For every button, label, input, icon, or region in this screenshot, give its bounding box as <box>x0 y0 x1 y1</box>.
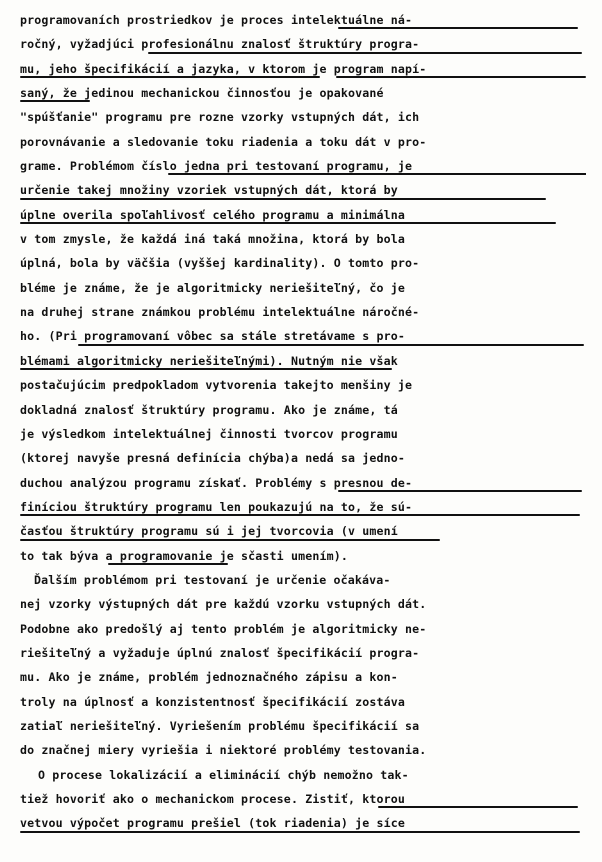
underline-mark <box>20 831 580 833</box>
text-line: úplná, bola by väčšia (vyššej kardinality). O tomto pro- <box>20 256 420 271</box>
text-line: dokladná znalosť štruktúry programu. Ako je známe, tá <box>20 402 398 417</box>
underline-mark <box>20 100 90 102</box>
text-line: "spúšťanie" programu pre rozne vzorky vstupných dát, ich <box>20 110 420 125</box>
underline-mark <box>168 173 586 175</box>
text-line: do značnej miery vyriešia i niektoré problémy testovania. <box>20 743 427 758</box>
text-line: bléme je známe, že je algoritmicky neriešiteľný, čo je <box>20 280 406 295</box>
underline-mark <box>108 563 228 565</box>
text-line: na druhej strane známkou problému intelektuálne náročné- <box>20 305 420 320</box>
text-line: úplne overila spoľahlivosť celého programu a minimálna <box>18 203 586 227</box>
underline-mark <box>338 490 582 492</box>
text-line: finíciou štruktúry programu len poukazujú na to, že sú- <box>18 495 586 519</box>
underline-mark <box>336 76 586 78</box>
text-line: saný, že jedinou mechanickou činnosťou je opakované <box>18 81 586 105</box>
text-line: duchou analýzou programu získať. Problémy s presnou de- <box>18 471 586 495</box>
text-line: časťou štruktúry programu sú i jej tvorcovia (v umení <box>18 519 586 543</box>
underline-mark <box>20 76 320 78</box>
underline-mark <box>338 27 578 29</box>
text-line: grame. Problémom číslo jedna pri testovaní programu, je <box>18 154 586 178</box>
body-text <box>18 8 586 836</box>
text-line: to tak býva a programovanie je sčasti umením). <box>18 544 586 568</box>
text-line: programovaních prostriedkov je proces intelektuálne ná- <box>18 8 586 32</box>
text-line: blémami algoritmicky neriešiteľnými). Nutným nie však <box>18 349 586 373</box>
underline-mark <box>20 198 546 200</box>
underline-mark <box>20 368 392 370</box>
text-line: vetvou výpočet programu prešiel (tok riadenia) je síce <box>18 811 586 835</box>
underline-mark <box>20 222 556 224</box>
paragraph-start-line: Ďalším problémom pri testovaní je určenie očakáva- <box>34 572 391 587</box>
text-line: postačujúcim predpokladom vytvorenia takejto menšiny je <box>20 378 413 393</box>
text-line: je výsledkom intelektuálnej činnosti tvorcov programu <box>20 426 398 441</box>
text-line: riešiteľný a vyžaduje úplnú znalosť špecifikácií progra- <box>20 645 420 660</box>
text-line: určenie takej množiny vzoriek vstupných dát, ktorá by <box>18 178 586 202</box>
underline-mark <box>20 539 440 541</box>
text-line: ho. (Pri programovaní vôbec sa stále stretávame s pro- <box>18 324 586 348</box>
text-line: nej vzorky výstupných dát pre každú vzorku vstupných dát. <box>20 597 427 612</box>
text-line: ročný, vyžadjúci profesionálnu znalosť štruktúry progra- <box>18 32 586 56</box>
underline-mark <box>20 514 580 516</box>
underline-mark <box>378 806 578 808</box>
text-line: zatiaľ neriešiteľný. Vyriešením problému špecifikácií sa <box>20 718 420 733</box>
text-line: porovnávanie a sledovanie toku riadenia a toku dát v pro- <box>20 134 427 149</box>
text-line: Podobne ako predošlý aj tento problém je algoritmicky ne- <box>20 621 427 636</box>
paragraph-start-line: O procese lokalizácií a eliminácií chýb nemožno tak- <box>38 767 409 782</box>
text-line: tiež hovoriť ako o mechanickom procese. Zistiť, ktorou <box>18 787 586 811</box>
text-line: troly na úplnosť a konzistentnosť špecifikácií zostáva <box>20 694 406 709</box>
underline-mark <box>78 344 584 346</box>
text-line: v tom zmysle, že každá iná taká množina, ktorá by bola <box>20 232 406 247</box>
text-line: mu, jeho špecifikácií a jazyka, v ktorom je program napí- <box>18 57 586 81</box>
text-line: mu. Ako je známe, problém jednoznačného zápisu a kon- <box>20 670 398 685</box>
underline-mark <box>148 52 582 54</box>
text-line: (ktorej navyše presná definícia chýba)a nedá sa jedno- <box>20 451 406 466</box>
